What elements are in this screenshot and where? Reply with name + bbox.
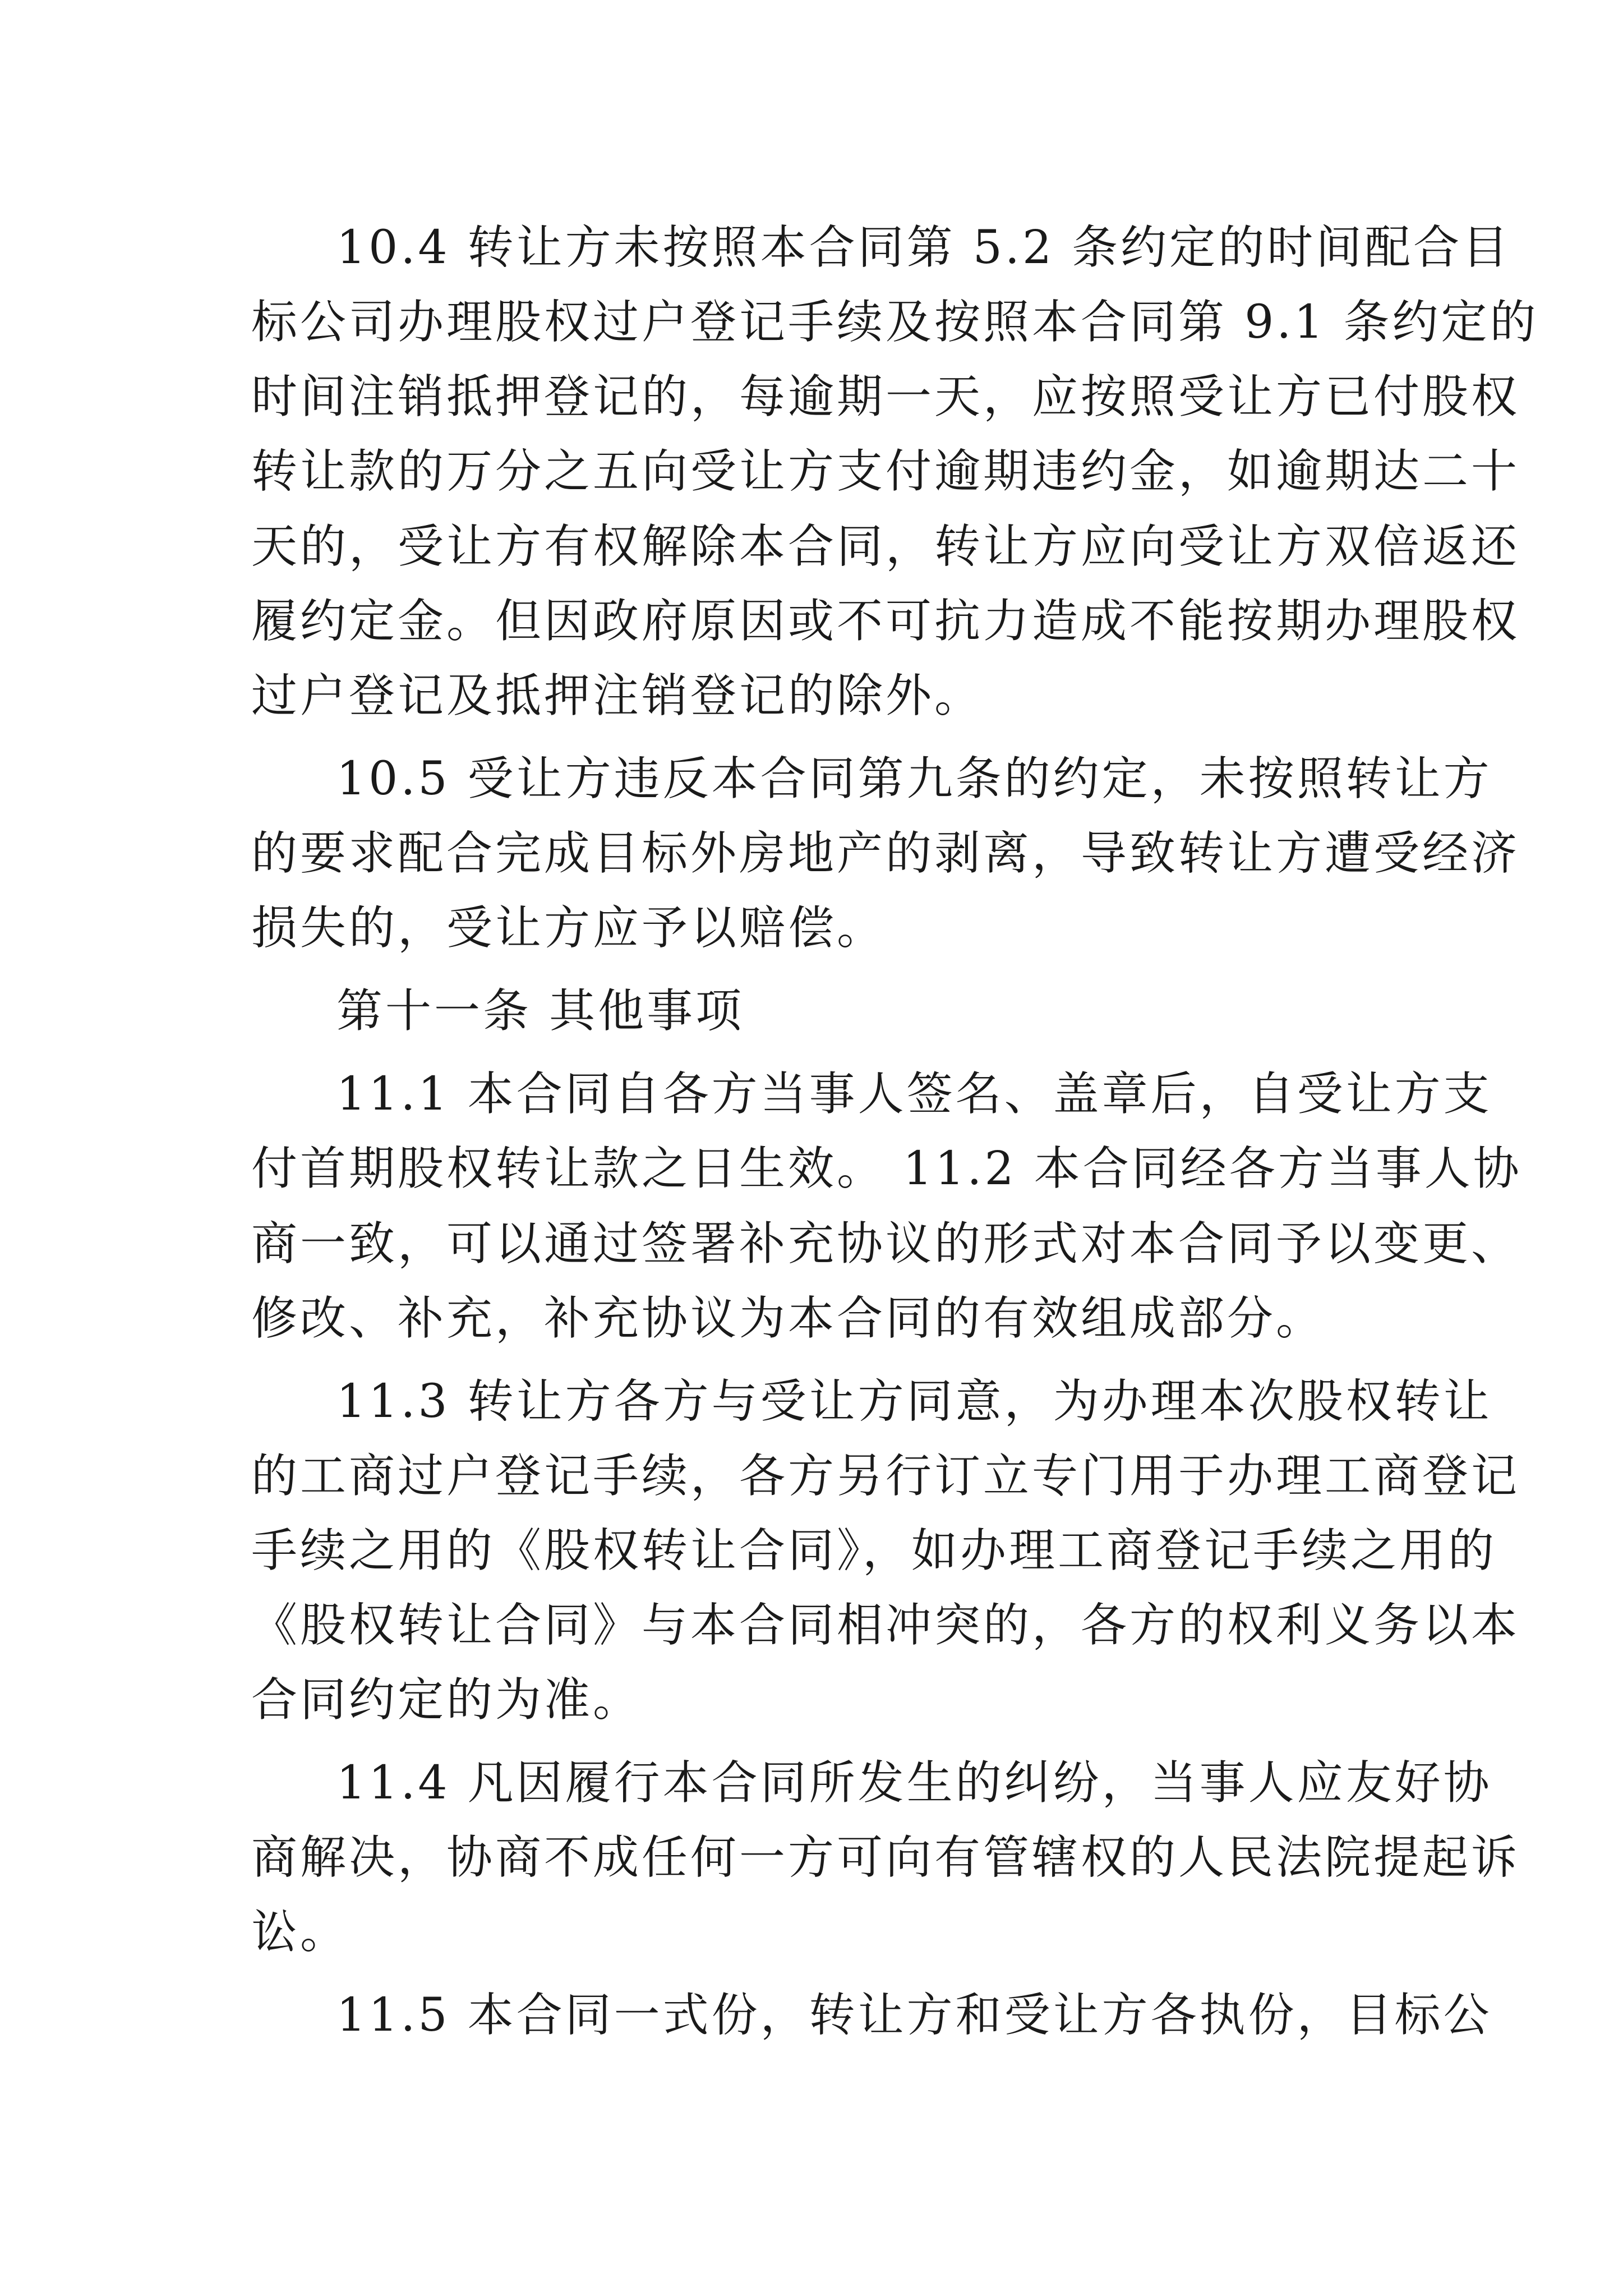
text-line <box>0 1893 1623 1972</box>
line-text: 过户登记及抵押注销登记的除外。 <box>251 669 984 723</box>
line-text: 手续之用的《股权转让合同》，如办理工商登记手续之用的 <box>251 1524 1497 1577</box>
line-text: 修改、补充，补充协议为本合同的有效组成部分。 <box>251 1292 1325 1345</box>
text-line <box>0 1205 1623 1283</box>
line-text: 11.4 凡因履行本合同所发生的纠纷，当事人应友好协 <box>336 1756 1492 1810</box>
text-line <box>0 209 1623 287</box>
text-line <box>0 815 1623 893</box>
text-line <box>0 1819 1623 1897</box>
line-text: 10.5 受让方违反本合同第九条的约定，未按照转让方 <box>336 752 1492 806</box>
line-text: 11.5 本合同一式份，转让方和受让方各执份，目标公 <box>336 1989 1492 2042</box>
text-line <box>0 972 1623 1051</box>
text-line <box>0 1280 1623 1358</box>
text-line <box>0 432 1623 511</box>
line-text: 履约定金。但因政府原因或不可抗力造成不能按期办理股权 <box>251 595 1520 648</box>
text-line <box>0 1976 1623 2055</box>
text-line <box>0 358 1623 436</box>
text-line <box>0 283 1623 362</box>
line-text: 《股权转让合同》与本合同相冲突的，各方的权利义务以本 <box>251 1599 1520 1652</box>
text-line <box>0 1130 1623 1208</box>
section-heading: 第十一条 其他事项 <box>336 984 745 1038</box>
text-line <box>0 740 1623 818</box>
text-line <box>0 1586 1623 1665</box>
line-text: 天的，受让方有权解除本合同，转让方应向受让方双倍返还 <box>251 520 1520 573</box>
text-line <box>0 1661 1623 1740</box>
line-text: 商一致，可以通过签署补充协议的形式对本合同予以变更、 <box>251 1217 1520 1271</box>
line-text: 转让款的万分之五向受让方支付逾期违约金，如逾期达二十 <box>251 445 1520 498</box>
line-text: 标公司办理股权过户登记手续及按照本合同第 9.1 条约定的 <box>251 296 1539 349</box>
text-line <box>0 1437 1623 1516</box>
text-line <box>0 1512 1623 1590</box>
text-line <box>0 1055 1623 1134</box>
text-line <box>0 582 1623 661</box>
line-text: 付首期股权转让款之日生效。 11.2 本合同经各方当事人协 <box>251 1142 1522 1195</box>
line-text: 的要求配合完成目标外房地产的剥离，导致转让方遭受经济 <box>251 827 1520 880</box>
text-line <box>0 657 1623 735</box>
line-text: 的工商过户登记手续，各方另行订立专门用于办理工商登记 <box>251 1450 1520 1503</box>
line-text: 11.3 转让方各方与受让方同意，为办理本次股权转让 <box>336 1375 1492 1428</box>
line-text: 10.4 转让方未按照本合同第 5.2 条约定的时间配合目 <box>336 221 1511 274</box>
text-line <box>0 1363 1623 1441</box>
line-text: 时间注销抵押登记的，每逾期一天，应按照受让方已付股权 <box>251 370 1520 424</box>
text-line <box>0 508 1623 586</box>
text-line <box>0 1744 1623 1823</box>
text-line <box>0 889 1623 968</box>
line-text: 11.1 本合同自各方当事人签名、盖章后，自受让方支 <box>336 1068 1492 1121</box>
line-text: 商解决，协商不成任何一方可向有管辖权的人民法院提起诉 <box>251 1831 1520 1884</box>
line-text: 合同约定的为准。 <box>251 1673 642 1727</box>
line-text: 损失的，受让方应予以赔偿。 <box>251 901 886 955</box>
line-text: 讼。 <box>251 1906 349 1959</box>
